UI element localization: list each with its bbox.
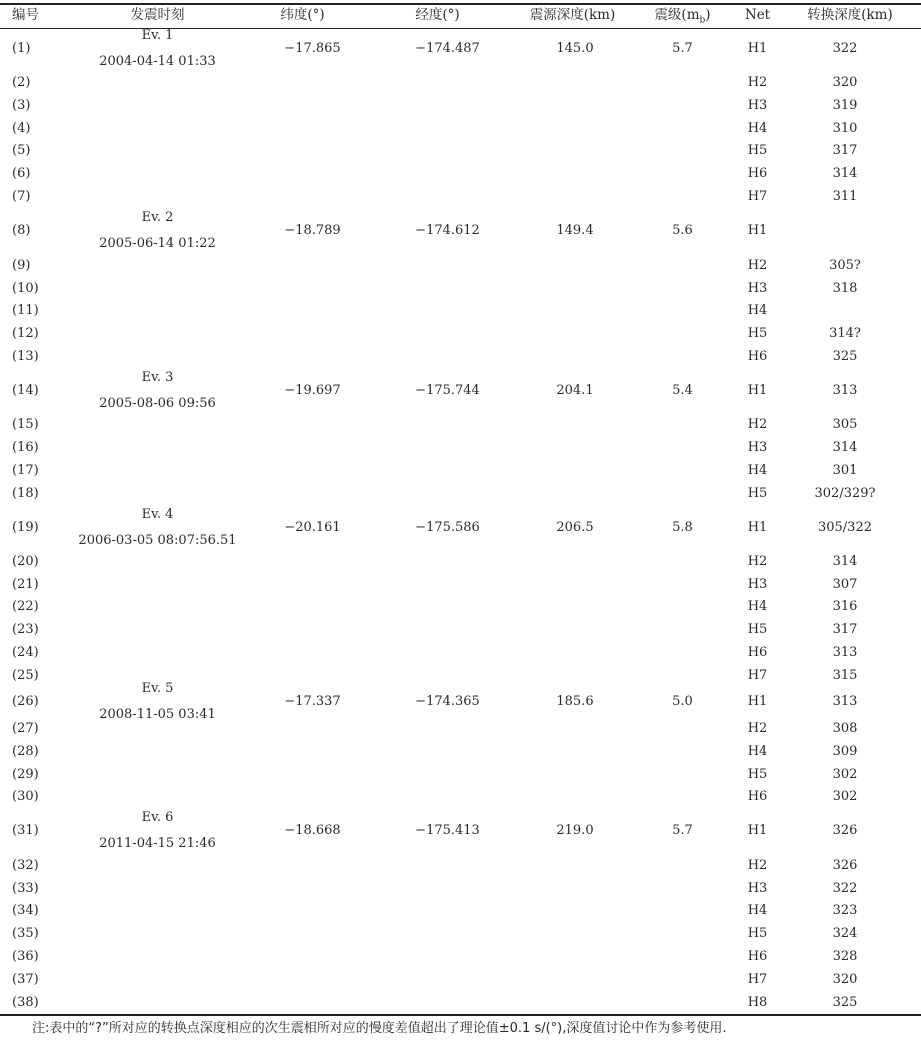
- conversion-depth-cell: [785, 301, 905, 321]
- net-cell: H5: [747, 767, 768, 782]
- latitude-cell: −18.668: [284, 823, 341, 838]
- magnitude-cell: 5.8: [672, 520, 693, 535]
- net-cell: H6: [747, 949, 768, 964]
- magnitude-cell: 5.0: [672, 694, 693, 709]
- conversion-depth-cell: 313: [832, 645, 858, 660]
- conversion-depth-cell: 314: [832, 554, 858, 569]
- row-id: (19): [12, 520, 39, 535]
- row-id: (18): [12, 486, 39, 501]
- net-cell: H2: [747, 258, 768, 273]
- net-cell: H2: [747, 554, 768, 569]
- row-id: (24): [12, 645, 39, 660]
- focal-depth-cell: 145.0: [556, 41, 594, 56]
- magnitude-cell: 5.7: [672, 823, 693, 838]
- conversion-depth-cell: 314: [832, 440, 858, 455]
- latitude-cell: −20.161: [284, 520, 341, 535]
- net-cell: H1: [747, 823, 768, 838]
- longitude-cell: −174.612: [415, 223, 480, 238]
- net-cell: H2: [747, 858, 768, 873]
- row-id: (15): [12, 417, 39, 432]
- row-id: (20): [12, 554, 39, 569]
- longitude-cell: −175.413: [415, 823, 480, 838]
- conversion-depth-cell: 319: [832, 98, 858, 113]
- conversion-depth-cell: 310: [832, 121, 858, 136]
- net-cell: H4: [747, 121, 768, 136]
- conversion-depth-cell: 305/322: [817, 520, 872, 535]
- conversion-depth-cell: 302/329?: [814, 486, 876, 501]
- header-id: 编号: [12, 7, 39, 23]
- conversion-depth-cell: 305?: [829, 258, 861, 273]
- latitude-cell: −18.789: [284, 223, 341, 238]
- net-cell: H2: [747, 721, 768, 736]
- focal-depth-cell: 219.0: [556, 823, 594, 838]
- conversion-depth-cell: 302: [832, 767, 858, 782]
- header-mag-sub: b: [699, 15, 706, 26]
- header-net: Net: [744, 7, 771, 23]
- conversion-depth-cell: 326: [832, 823, 858, 838]
- conversion-depth-cell: 302: [832, 789, 858, 804]
- conversion-depth-cell: 323: [832, 903, 858, 918]
- conversion-depth-cell: 325: [832, 995, 858, 1010]
- conversion-depth-cell: 324: [832, 926, 858, 941]
- net-cell: H1: [747, 694, 768, 709]
- longitude-cell: −175.744: [415, 383, 480, 398]
- latitude-cell: −17.865: [284, 41, 341, 56]
- conversion-depth-cell: 311: [832, 189, 858, 204]
- conversion-depth-cell: 313: [832, 383, 858, 398]
- latitude-cell: −17.337: [284, 694, 341, 709]
- row-id: (7): [12, 189, 31, 204]
- header-mag: [640, 4, 725, 26]
- row-id: (26): [12, 694, 39, 709]
- table-note: 注:表中的“?”所对应的转换点深度相应的次生震相所对应的慢度差值超出了理论值±0.1 s/(°),深度值讨论中作为参考使用.: [32, 1021, 727, 1036]
- conversion-depth-cell: 313: [832, 694, 858, 709]
- conversion-depth-cell: 325: [832, 349, 858, 364]
- focal-depth-cell: 206.5: [556, 520, 594, 535]
- row-id: (25): [12, 668, 39, 683]
- event-label: Ev. 3: [141, 370, 174, 385]
- conversion-depth-cell: 328: [832, 949, 858, 964]
- net-cell: H1: [747, 41, 768, 56]
- row-id: (37): [12, 972, 39, 987]
- conversion-depth-cell: 315: [832, 668, 858, 683]
- conversion-depth-cell: 317: [832, 143, 858, 158]
- focal-depth-cell: 204.1: [556, 383, 594, 398]
- origin-time-cell: 2004-04-14 01:33: [99, 54, 216, 69]
- net-cell: H1: [747, 383, 768, 398]
- row-id: (10): [12, 281, 39, 296]
- origin-time-cell: 2011-04-15 21:46: [99, 836, 216, 851]
- conversion-depth-cell: [785, 221, 905, 241]
- longitude-cell: −174.365: [415, 694, 480, 709]
- row-id: (1): [12, 41, 31, 56]
- row-id: (6): [12, 166, 31, 181]
- conversion-depth-cell: 318: [832, 281, 858, 296]
- longitude-cell: −174.487: [415, 41, 480, 56]
- net-cell: H4: [747, 463, 768, 478]
- conversion-depth-cell: 301: [832, 463, 858, 478]
- net-cell: H4: [747, 903, 768, 918]
- net-cell: H4: [747, 744, 768, 759]
- row-id: (9): [12, 258, 31, 273]
- row-id: (28): [12, 744, 39, 759]
- net-cell: H5: [747, 143, 768, 158]
- conversion-depth-cell: 322: [832, 41, 858, 56]
- net-cell: H3: [747, 577, 768, 592]
- conversion-depth-cell: 308: [832, 721, 858, 736]
- longitude-cell: −175.586: [415, 520, 480, 535]
- origin-time-cell: 2008-11-05 03:41: [99, 707, 216, 722]
- row-id: (12): [12, 326, 39, 341]
- net-cell: H3: [747, 281, 768, 296]
- conversion-depth-cell: 307: [832, 577, 858, 592]
- row-id: (34): [12, 903, 39, 918]
- event-label: Ev. 1: [141, 28, 174, 43]
- net-cell: H4: [747, 303, 768, 318]
- net-cell: H3: [747, 881, 768, 896]
- row-id: (8): [12, 223, 31, 238]
- magnitude-cell: 5.6: [672, 223, 693, 238]
- header-depth: 震源深度(km): [529, 7, 616, 23]
- row-id: (2): [12, 75, 31, 90]
- row-id: (5): [12, 143, 31, 158]
- row-id: (31): [12, 823, 39, 838]
- header-mag-close: ): [705, 7, 711, 23]
- magnitude-cell: 5.7: [672, 41, 693, 56]
- conversion-depth-cell: 317: [832, 622, 858, 637]
- net-cell: H4: [747, 599, 768, 614]
- net-cell: H5: [747, 926, 768, 941]
- row-id: (30): [12, 789, 39, 804]
- focal-depth-cell: 185.6: [556, 694, 594, 709]
- row-id: (29): [12, 767, 39, 782]
- origin-time-cell: 2005-08-06 09:56: [99, 396, 216, 411]
- row-id: (27): [12, 721, 39, 736]
- latitude-cell: −19.697: [284, 383, 341, 398]
- net-cell: H5: [747, 326, 768, 341]
- row-id: (35): [12, 926, 39, 941]
- net-cell: H1: [747, 223, 768, 238]
- net-cell: H3: [747, 440, 768, 455]
- net-cell: H7: [747, 189, 768, 204]
- origin-time-cell: 2006-03-05 08:07:56.51: [78, 533, 237, 548]
- net-cell: H2: [747, 75, 768, 90]
- row-id: (23): [12, 622, 39, 637]
- net-cell: H8: [747, 995, 768, 1010]
- row-id: (32): [12, 858, 39, 873]
- net-cell: H6: [747, 789, 768, 804]
- net-cell: H5: [747, 622, 768, 637]
- row-id: (16): [12, 440, 39, 455]
- origin-time-cell: 2005-06-14 01:22: [99, 236, 216, 251]
- conversion-depth-cell: 314?: [829, 326, 861, 341]
- focal-depth-cell: 149.4: [556, 223, 594, 238]
- row-id: (13): [12, 349, 39, 364]
- conversion-depth-cell: 322: [832, 881, 858, 896]
- net-cell: H6: [747, 166, 768, 181]
- net-cell: H1: [747, 520, 768, 535]
- net-cell: H3: [747, 98, 768, 113]
- conversion-depth-cell: 320: [832, 75, 858, 90]
- row-id: (36): [12, 949, 39, 964]
- event-label: Ev. 5: [141, 681, 174, 696]
- header-mag-main: 震级(m: [654, 7, 700, 23]
- row-id: (21): [12, 577, 39, 592]
- net-cell: H5: [747, 486, 768, 501]
- header-time: 发震时刻: [130, 7, 185, 23]
- row-id: (3): [12, 98, 31, 113]
- net-cell: H7: [747, 972, 768, 987]
- row-id: (17): [12, 463, 39, 478]
- conversion-depth-cell: 316: [832, 599, 858, 614]
- net-cell: H6: [747, 645, 768, 660]
- conversion-depth-cell: 320: [832, 972, 858, 987]
- row-id: (22): [12, 599, 39, 614]
- conversion-depth-cell: 314: [832, 166, 858, 181]
- row-id: (11): [12, 303, 39, 318]
- row-id: (38): [12, 995, 39, 1010]
- row-id: (4): [12, 121, 31, 136]
- conversion-depth-cell: 309: [832, 744, 858, 759]
- event-label: Ev. 4: [141, 507, 174, 522]
- net-cell: H6: [747, 349, 768, 364]
- net-cell: H7: [747, 668, 768, 683]
- header-lat: 纬度(°): [280, 7, 325, 23]
- row-id: (14): [12, 383, 39, 398]
- header-conv: 转换深度(km): [807, 7, 893, 23]
- event-label: Ev. 2: [141, 210, 174, 225]
- bottom-rule: [0, 1014, 921, 1016]
- magnitude-cell: 5.4: [672, 383, 693, 398]
- event-label: Ev. 6: [141, 810, 174, 825]
- conversion-depth-cell: 326: [832, 858, 858, 873]
- header-lon: 经度(°): [415, 7, 460, 23]
- conversion-depth-cell: 305: [832, 417, 858, 432]
- net-cell: H2: [747, 417, 768, 432]
- row-id: (33): [12, 881, 39, 896]
